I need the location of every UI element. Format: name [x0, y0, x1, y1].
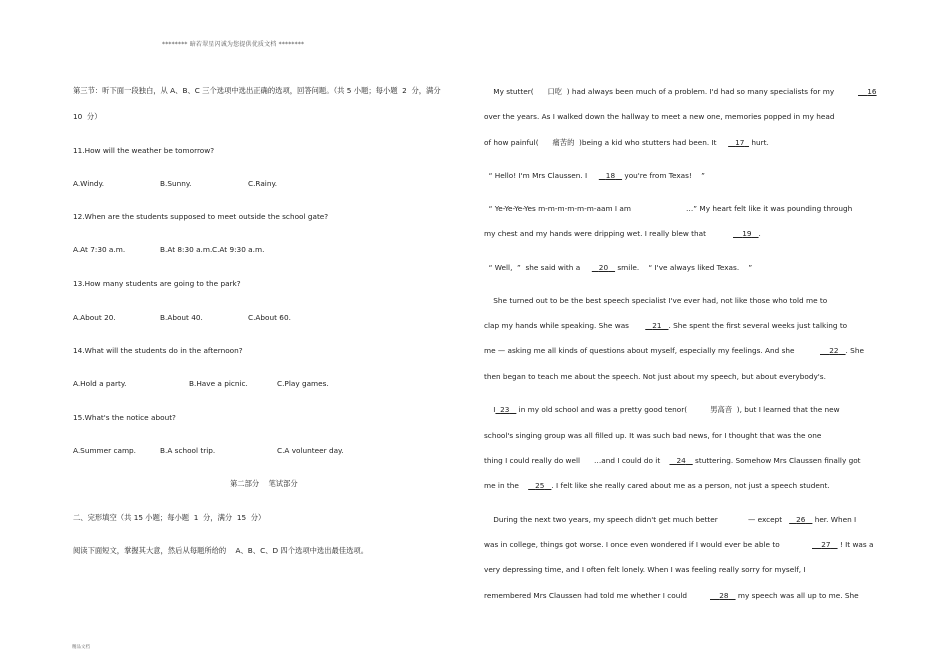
- q15-option-c: C.A volunteer day.: [277, 446, 344, 455]
- q15-option-b: B.A school trip.: [160, 446, 216, 455]
- question-14: 14.What will the students do in the afternoon?: [73, 346, 243, 355]
- passage-line-1: My stutter( 口吃 ) had always been much of a problem. I'd had so many specialists for my: [484, 87, 835, 96]
- question-15: 15.What's the notice about?: [73, 413, 176, 422]
- q14-option-a: A.Hold a party.: [73, 379, 127, 388]
- q11-option-c: C.Rainy.: [248, 179, 278, 188]
- passage-line-8: She turned out to be the best speech specialist I've ever had, not like those who told me to: [484, 296, 828, 305]
- passage-line-17: was in college, things got worse. I once even wondered if I would ever be able to: [484, 540, 780, 549]
- passage-line-14b: …and I could do it 24 stuttering. Somehow Mrs Claussen finally got: [594, 456, 861, 465]
- q14-option-b: B.Have a picnic.: [189, 379, 248, 388]
- q12-option-c: C.At 9:30 a.m.: [212, 245, 265, 254]
- q13-option-b: B.About 40.: [160, 313, 203, 322]
- q11-option-a: A.Windy.: [73, 179, 105, 188]
- section3-instruction-cont: 10 分）: [73, 112, 102, 121]
- q12-option-a: A.At 7:30 a.m.: [73, 245, 126, 254]
- q13-option-c: C.About 60.: [248, 313, 291, 322]
- q12-option-b: B.At 8:30 a.m.: [160, 245, 213, 254]
- part2-title: 第二部分 笔试部分: [230, 479, 298, 488]
- question-13: 13.How many students are going to the park?: [73, 279, 241, 288]
- passage-line-7: “ Well, ” she said with a 20 smile. “ I've always liked Texas. ”: [484, 263, 753, 272]
- q15-option-a: A.Summer camp.: [73, 446, 137, 455]
- blank-27: 27 ! It was a: [821, 540, 874, 549]
- passage-line-3: of how painful( 痛苦的 )being a kid who stutters had been. It 17 hurt.: [484, 138, 769, 147]
- page-header: ******** 暗若翠星闪诚为您提供优质文档 ********: [162, 41, 305, 48]
- passage-line-5b: …” My heart felt like it was pounding through: [686, 204, 853, 213]
- blank-22: 22 . She: [829, 346, 864, 355]
- q14-option-c: C.Play games.: [277, 379, 329, 388]
- cloze-instruction: 阅读下面短文，掌握其大意，然后从每题所给的 A、B、C、D 四个选项中选出最佳选项。: [73, 546, 368, 555]
- page-footer: 精品文档: [72, 645, 90, 650]
- passage-line-9: clap my hands while speaking. She was 21 . She spent the first several weeks just talking to: [484, 321, 848, 330]
- q11-option-b: B.Sunny.: [160, 179, 192, 188]
- passage-line-6: my chest and my hands were dripping wet. I really blew that: [484, 229, 706, 238]
- blank-28: 28 my speech was all up to me. She: [719, 591, 859, 600]
- blank-16: 16: [867, 87, 877, 96]
- q13-option-a: A.About 20.: [73, 313, 116, 322]
- passage-line-18: very depressing time, and I often felt lonely. When I was feeling really sorry for myself, I: [484, 565, 806, 574]
- passage-line-11: then began to teach me about the speech. Not just about my speech, but about everybody's.: [484, 372, 826, 381]
- passage-line-13: school's singing group was all filled up. It was such bad news, for I thought that was the one: [484, 431, 822, 440]
- cloze-title: 二、完形填空（共 15 小题；每小题 1 分，满分 15 分）: [73, 513, 266, 522]
- passage-line-2: over the years. As I walked down the hallway to meet a new one, memories popped in my head: [484, 112, 835, 121]
- passage-line-19: remembered Mrs Claussen had told me whether I could: [484, 591, 687, 600]
- question-11: 11.How will the weather be tomorrow?: [73, 146, 215, 155]
- passage-line-14: thing I could really do well: [484, 456, 581, 465]
- passage-line-5: “ Ye-Ye-Ye-Yes m-m-m-m-m-m-aam I am: [484, 204, 631, 213]
- passage-line-10: me — asking me all kinds of questions about myself, especially my feelings. And she: [484, 346, 795, 355]
- passage-line-12: I 23 in my old school and was a pretty good tenor( 男高音 ), but I learned that the new: [484, 405, 840, 414]
- blank-19: 19 .: [742, 229, 761, 238]
- passage-line-15: me in the 25 . I felt like she really cared about me as a person, not just a speech student.: [484, 481, 830, 490]
- section3-instruction: 第三节：听下面一段独白，从 A、B、C 三个选项中选出正确的选项，回答问题。（共 5 小题；每小题 2 分，满分: [73, 86, 441, 95]
- question-12: 12.When are the students supposed to meet outside the school gate?: [73, 212, 329, 221]
- passage-line-4: “ Hello! I'm Mrs Claussen. I 18 you're from Texas! ”: [484, 171, 705, 180]
- passage-line-16: During the next two years, my speech didn't get much better: [484, 515, 718, 524]
- passage-line-16b: — except 26 her. When I: [748, 515, 857, 524]
